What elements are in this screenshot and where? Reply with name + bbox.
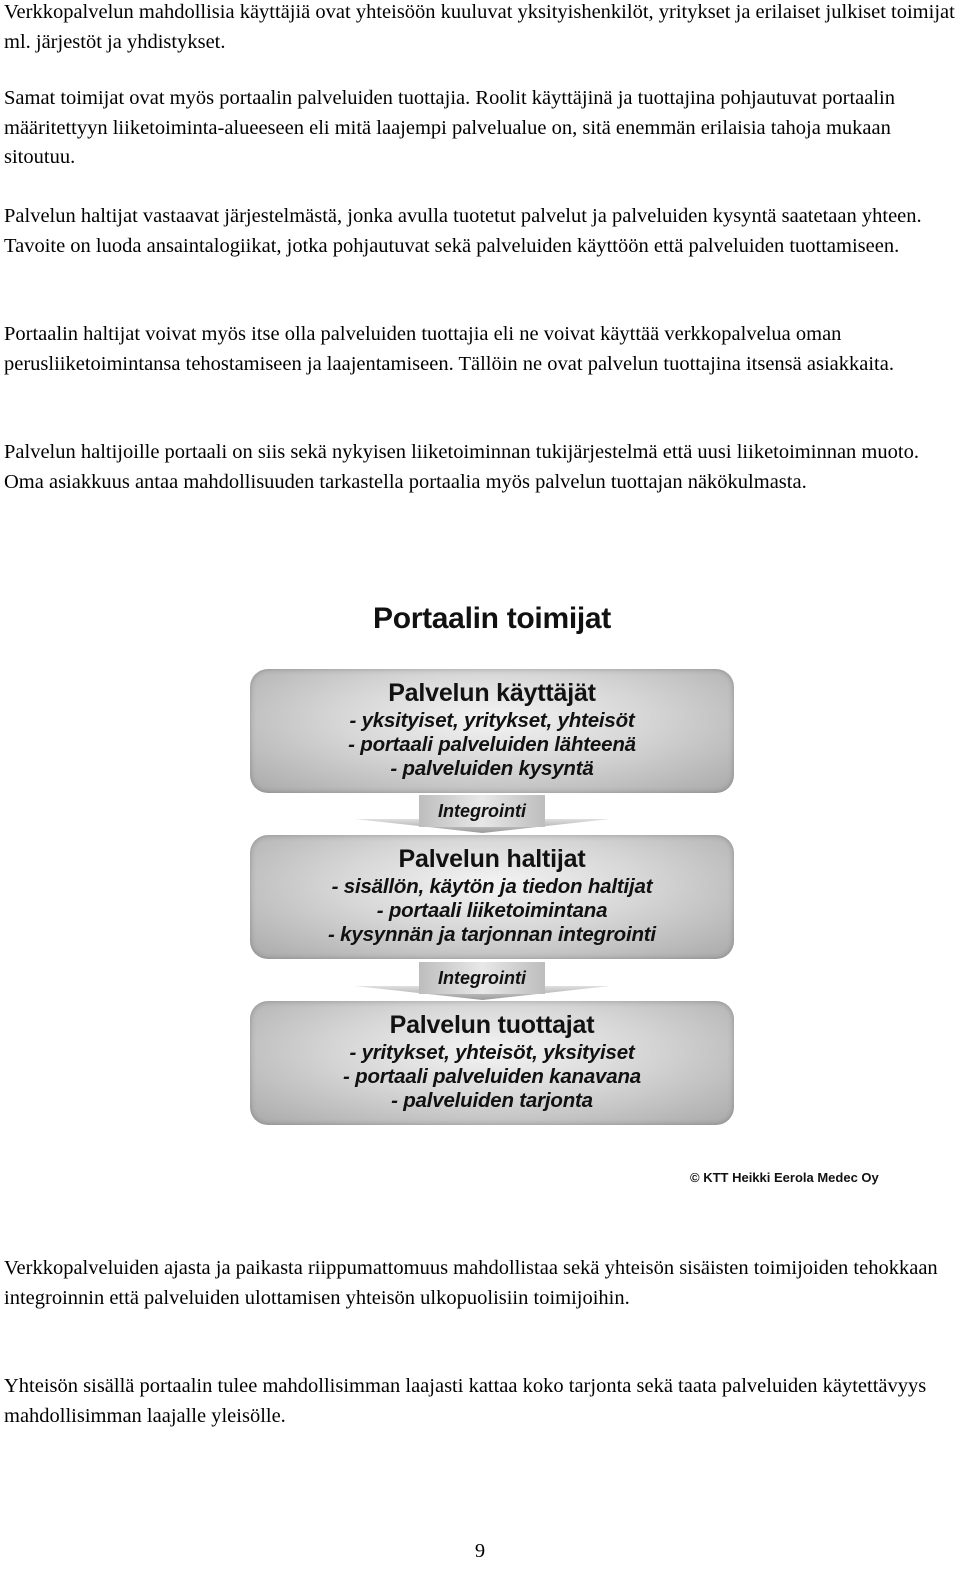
connector-label: Integrointi bbox=[419, 795, 545, 827]
connector-label: Integrointi bbox=[419, 962, 545, 994]
paragraph: Palvelun haltijat vastaavat järjestelmästä, jonka avulla tuotetut palvelut ja palveluiden kysyntä saatetaan yhteen. Tavoite on luoda ansaintalogiikat, jotka pohjautuvat sekä palveluiden käyttöön että palveluiden tuottamiseen. bbox=[4, 205, 922, 257]
box-line: - yksityiset, yritykset, yhteisöt bbox=[349, 709, 635, 732]
box-line: - kysynnän ja tarjonnan integrointi bbox=[328, 923, 656, 946]
box-holders bbox=[250, 835, 734, 959]
box-line: - portaali liiketoimintana bbox=[376, 899, 608, 922]
connector-integration bbox=[355, 795, 610, 835]
actors-diagram bbox=[0, 590, 960, 1210]
paragraph: Palvelun haltijoille portaali on siis sekä nykyisen liiketoiminnan tukijärjestelmä että uusi liiketoiminnan muoto. Oma asiakkuus antaa mahdollisuuden tarkastella portaalia myös palvelun tuottajan näkökulmasta. bbox=[4, 441, 919, 493]
paragraph: Samat toimijat ovat myös portaalin palveluiden tuottajia. Roolit käyttäjinä ja tuottajina pohjautuvat portaalin määritettyyn liiketoiminta-alueeseen eli mitä laajempi palvelualue on, sitä enemmän erilaisia tahoja mukaan sitoutuu. bbox=[4, 87, 895, 168]
box-users bbox=[250, 669, 734, 793]
box-line: - portaali palveluiden lähteenä bbox=[348, 733, 636, 756]
page-number: 9 bbox=[474, 1540, 486, 1562]
paragraph: Portaalin haltijat voivat myös itse olla palveluiden tuottajia eli ne voivat käyttää verkkopalvelua oman perusliiketoimintansa tehostamiseen ja laajentamiseen. Tällöin ne ovat palvelun tuottajina itsensä asiakkaita. bbox=[4, 323, 894, 375]
paragraph: Yhteisön sisällä portaalin tulee mahdollisimman laajasti kattaa koko tarjonta sekä taata palveluiden käytettävyys mahdollisimman laajalle yleisölle. bbox=[4, 1375, 927, 1427]
box-producers bbox=[250, 1001, 734, 1125]
copyright-notice: © KTT Heikki Eerola Medec Oy bbox=[690, 1170, 879, 1185]
box-line: - palveluiden kysyntä bbox=[390, 757, 594, 780]
paragraph: Verkkopalvelun mahdollisia käyttäjiä ovat yhteisöön kuuluvat yksityishenkilöt, yritykset ja erilaiset julkiset toimijat ml. järjestöt ja yhdistykset. bbox=[4, 1, 955, 53]
box-line: - palveluiden tarjonta bbox=[391, 1089, 593, 1112]
box-line: - sisällön, käytön ja tiedon haltijat bbox=[331, 875, 653, 898]
box-title: Palvelun haltijat bbox=[398, 845, 586, 873]
box-title: Palvelun tuottajat bbox=[389, 1011, 595, 1039]
box-title: Palvelun käyttäjät bbox=[388, 679, 596, 707]
diagram-title: Portaalin toimijat bbox=[373, 602, 611, 635]
connector-integration bbox=[355, 962, 610, 1002]
paragraph: Verkkopalveluiden ajasta ja paikasta riippumattomuus mahdollistaa sekä yhteisön sisäisten toimijoiden tehokkaan integroinnin että palveluiden ulottamisen yhteisön ulkopuolisiin toimijoihin. bbox=[4, 1257, 938, 1309]
box-line: - yritykset, yhteisöt, yksityiset bbox=[349, 1041, 635, 1064]
box-line: - portaali palveluiden kanavana bbox=[343, 1065, 641, 1088]
